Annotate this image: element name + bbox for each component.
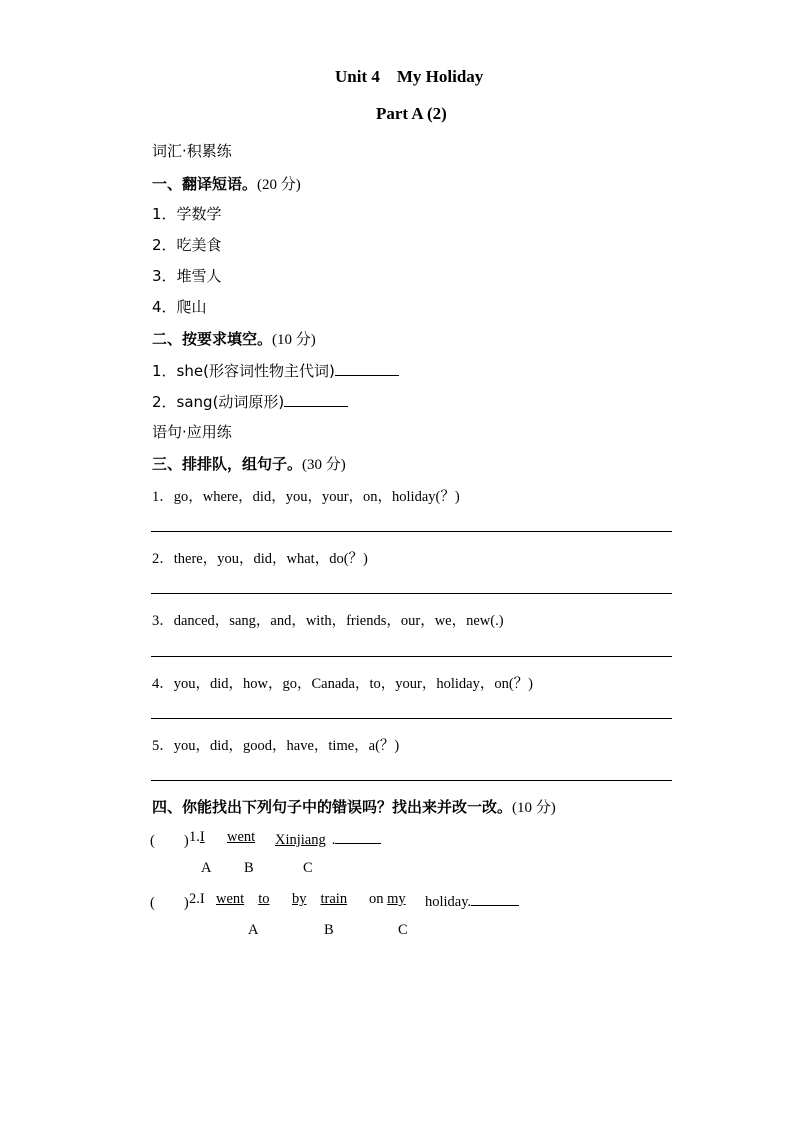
q3-heading-text: 三、排排队，组句子。	[152, 455, 303, 473]
q2-item-2	[152, 391, 348, 412]
q4-s1-option-a: went	[227, 829, 256, 845]
q4-s1-label-a: A	[201, 860, 212, 876]
q4-s2-label-a: A	[248, 922, 259, 938]
q4-s1-number	[189, 829, 205, 846]
q1-score: (20 分)	[257, 177, 301, 193]
q4-s1-word-i: I	[199, 829, 205, 845]
section-sentence-heading: 语句·应用练	[152, 423, 232, 441]
q4-s1-num: 1.	[189, 829, 200, 845]
q3-item: 1．go，where，did，you，your，on，holiday(？)	[152, 489, 460, 505]
page-subtitle: Part A (2)	[376, 104, 447, 123]
q4-s2-option-c	[369, 891, 406, 908]
q1-item: 3．堆雪人	[152, 267, 222, 285]
q3-answer-line-3[interactable]	[151, 656, 672, 657]
q4-heading	[152, 796, 556, 817]
q3-answer-line-2[interactable]	[151, 593, 672, 594]
q3-item: 4．you，did，how，go，Canada，to，your，holiday，on(？)	[152, 676, 533, 692]
q4-s1-label-c: C	[303, 860, 313, 876]
page-title: Unit 4 My Holiday	[335, 67, 484, 86]
q3-item: 5．you，did，good，have，time，a(？)	[152, 738, 400, 754]
q4-s1-answer-blank[interactable]	[335, 829, 381, 844]
q4-s2-tail	[425, 891, 519, 911]
section-vocab-heading: 词汇·积累练	[152, 142, 232, 160]
q2-answer-blank-1[interactable]	[335, 361, 399, 376]
q2-item-2-text: 2．sang(动词原形)	[152, 393, 285, 411]
q2-score: (10 分)	[272, 332, 316, 348]
q3-item: 3．danced，sang，and，with，friends，our，we，new(.)	[152, 613, 504, 629]
q4-s2-option-b	[292, 891, 347, 908]
q1-item: 4．爬山	[152, 298, 207, 316]
q4-s1-period: .	[331, 832, 336, 848]
q4-s2-number	[189, 891, 205, 908]
q2-item-1-text: 1．she(形容词性物主代词)	[152, 362, 335, 380]
q4-s2-num: 2.	[189, 891, 200, 907]
q3-item: 2．there，you，did，what，do(？)	[152, 551, 368, 567]
q4-s2-answer-blank[interactable]	[471, 891, 519, 906]
q4-s2-option-c-text: my	[387, 891, 406, 907]
q3-heading	[152, 453, 346, 474]
q2-answer-blank-2[interactable]	[284, 392, 348, 407]
q4-s1-label-b: B	[244, 860, 254, 876]
q1-heading	[152, 173, 301, 194]
q3-score: (30 分)	[302, 457, 346, 473]
q4-s2-paren[interactable]: ( )	[150, 895, 189, 911]
q4-s2-label-b: B	[324, 922, 334, 938]
q4-s2-option-b-word1: by	[292, 891, 307, 907]
q4-s1-option-b-text: Xinjiang	[275, 832, 326, 848]
q4-s2-option-b-word2: train	[320, 891, 348, 907]
q4-s2-word-holiday: holiday.	[425, 894, 472, 910]
q1-heading-text: 一、翻译短语。	[152, 175, 258, 193]
q4-s2-option-a-word1: went	[216, 891, 245, 907]
q2-heading-text: 二、按要求填空。	[152, 330, 273, 348]
q2-heading	[152, 328, 316, 349]
q1-item: 1．学数学	[152, 205, 222, 223]
q4-s2-label-c: C	[398, 922, 408, 938]
q3-answer-line-4[interactable]	[151, 718, 672, 719]
q4-s1-option-b	[275, 829, 381, 849]
q4-s2-word-i: I	[199, 891, 205, 907]
q4-s2-option-a-word2: to	[258, 891, 270, 907]
q3-answer-line-5[interactable]	[151, 780, 672, 781]
q1-item: 2．吃美食	[152, 236, 222, 254]
q3-answer-line-1[interactable]	[151, 531, 672, 532]
q4-s1-paren[interactable]: ( )	[150, 833, 189, 849]
q4-s2-option-a	[216, 891, 269, 908]
q4-s2-word-on: on	[369, 891, 384, 907]
q2-item-1	[152, 360, 399, 381]
q4-score: (10 分)	[512, 800, 556, 816]
q4-heading-text: 四、你能找出下列句子中的错误吗？找出来并改一改。	[152, 798, 513, 816]
